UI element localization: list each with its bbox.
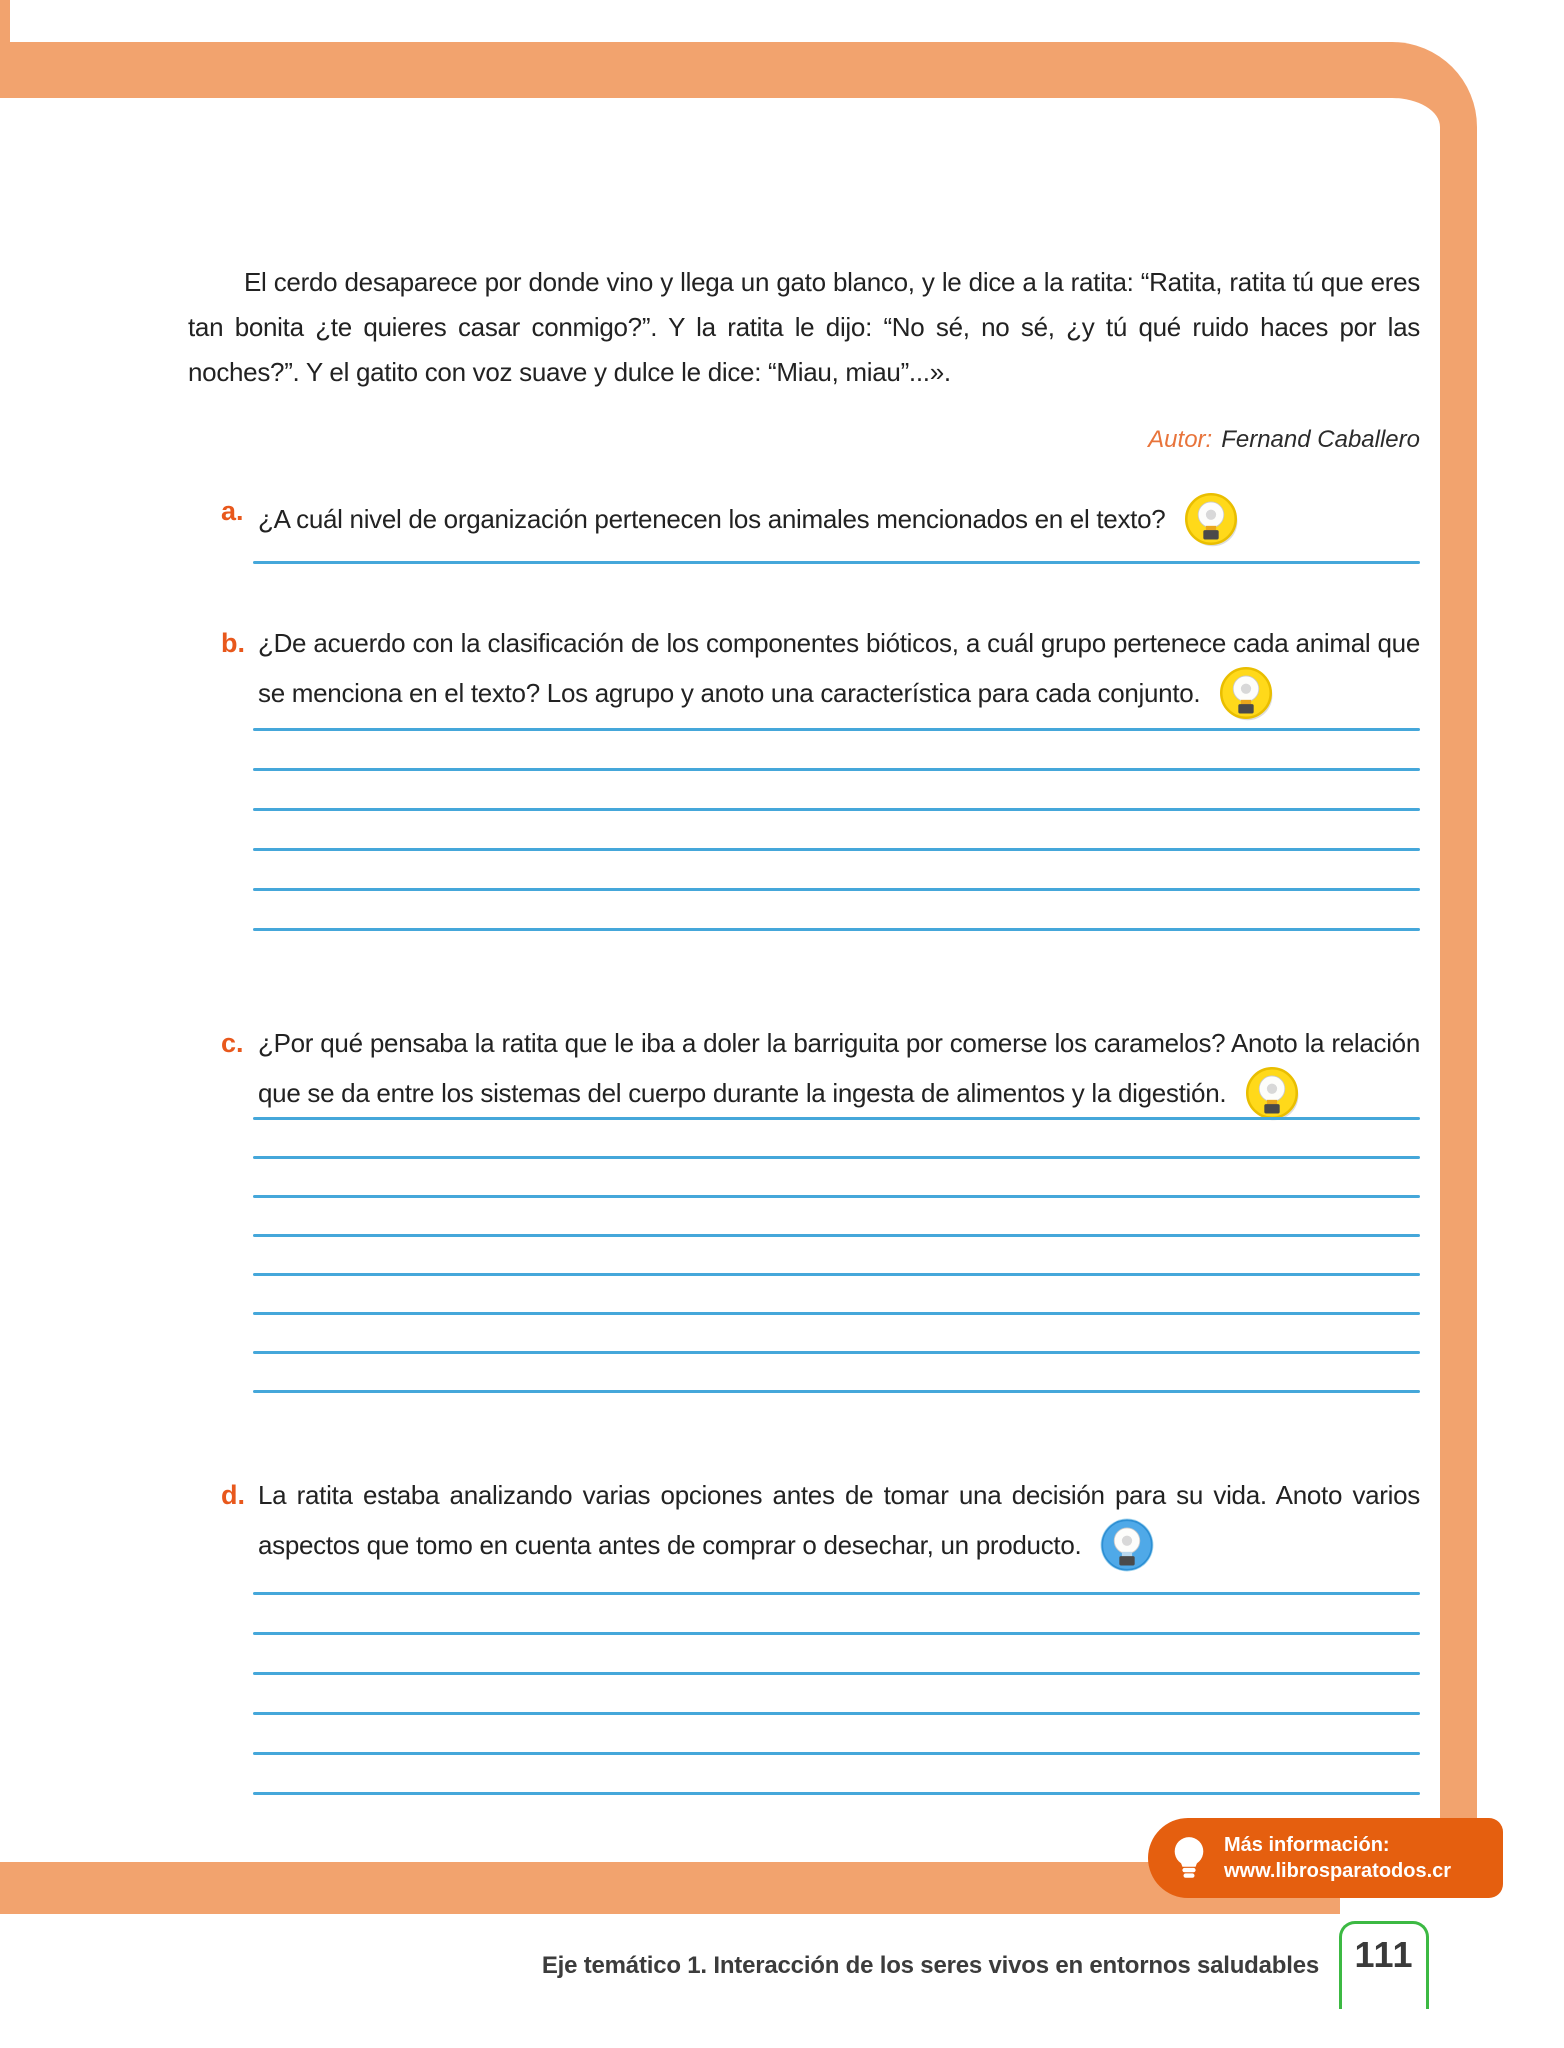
answer-line	[253, 1712, 1420, 1715]
answer-lines-c	[253, 1117, 1420, 1429]
question-text: ¿De acuerdo con la clasificación de los componentes bióticos, a cuál grupo pertenece cada animal que se menciona en el texto? Los agrupo y anoto una característica para cada conjunto.	[258, 628, 1420, 708]
answer-line	[253, 848, 1420, 851]
answer-line	[253, 888, 1420, 891]
question-text: ¿A cuál nivel de organización pertenecen los animales mencionados en el texto?	[258, 504, 1166, 534]
question-b	[221, 622, 1420, 722]
lightbulb-icon	[1217, 664, 1275, 722]
answer-line	[253, 1792, 1420, 1795]
answer-line	[253, 1632, 1420, 1635]
lightbulb-icon	[1182, 490, 1240, 548]
author-label: Autor:	[1148, 426, 1213, 453]
info-box-title: Más información:	[1224, 1834, 1390, 1856]
lightbulb-icon	[1243, 1064, 1301, 1122]
author-name: Fernand Caballero	[1221, 426, 1420, 453]
answer-line	[253, 808, 1420, 811]
question-text: ¿Por qué pensaba la ratita que le iba a doler la barriguita por comerse los caramelos? Anoto la relación que se da entre los sistemas del cuerpo durante la ingesta de alimentos y la digestión.	[258, 1028, 1420, 1108]
answer-line	[253, 1592, 1420, 1595]
answer-line	[253, 1390, 1420, 1393]
question-letter: a.	[221, 496, 244, 526]
answer-line	[253, 1273, 1420, 1276]
question-a	[221, 490, 1420, 548]
lightbulb-icon	[1098, 1516, 1156, 1574]
page-number-box	[1339, 1921, 1429, 2009]
answer-line	[253, 1117, 1420, 1120]
answer-lines-a	[253, 561, 1420, 601]
question-d	[221, 1474, 1420, 1574]
answer-line	[253, 928, 1420, 931]
bottom-frame-bar	[0, 1862, 1340, 1914]
lightbulb-white-icon	[1170, 1836, 1208, 1880]
answer-lines-d	[253, 1592, 1420, 1832]
question-c	[221, 1022, 1420, 1122]
answer-line	[253, 768, 1420, 771]
answer-line	[253, 1234, 1420, 1237]
answer-line	[253, 1312, 1420, 1315]
passage-text: El cerdo desaparece por donde vino y llega un gato blanco, y le dice a la ratita: “Ratita, ratita tú que eres tan bonita ¿te quieres casar conmigo?”. Y la ratita le dijo: “No sé, no sé, ¿y tú qué ruido haces por las noches?”. Y el gatito con voz suave y dulce le dice: “Miau, miau”...».	[188, 267, 1420, 387]
question-letter: d.	[221, 1480, 245, 1510]
answer-line	[253, 1752, 1420, 1755]
answer-line	[253, 561, 1420, 564]
footer-theme-text: Eje temático 1. Interacción de los seres vivos en entornos saludables	[541, 1952, 1319, 1979]
info-box-url: www.librosparatodos.cr	[1224, 1860, 1452, 1882]
answer-line	[253, 1195, 1420, 1198]
answer-line	[253, 1156, 1420, 1159]
author-line	[188, 426, 1420, 454]
question-letter: c.	[221, 1028, 244, 1058]
answer-line	[253, 1672, 1420, 1675]
answer-line	[253, 1351, 1420, 1354]
answer-lines-b	[253, 728, 1420, 968]
answer-line	[253, 728, 1420, 731]
question-letter: b.	[221, 628, 245, 658]
info-box	[1148, 1818, 1503, 1898]
question-text: La ratita estaba analizando varias opciones antes de tomar una decisión para su vida. Anoto varios aspectos que tomo en cuenta antes de comprar o desechar, un producto.	[258, 1480, 1420, 1560]
page-number: 111	[1354, 1934, 1414, 1975]
